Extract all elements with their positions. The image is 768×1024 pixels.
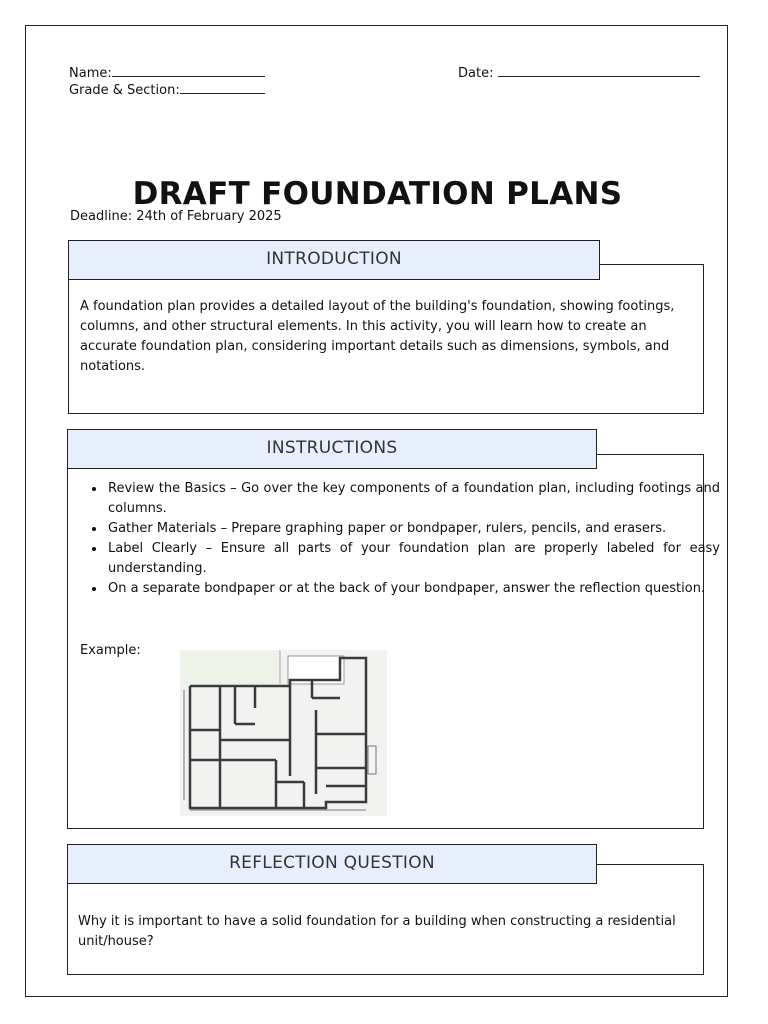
- introduction-heading: INTRODUCTION: [68, 240, 600, 280]
- foundation-plan-example-image: [180, 650, 387, 816]
- instructions-list: [82, 479, 720, 599]
- grade-section-field: [69, 81, 265, 99]
- deadline-text: Deadline: 24th of February 2025: [70, 209, 282, 224]
- date-field: [458, 64, 700, 82]
- worksheet-page: [25, 25, 728, 997]
- name-field: [69, 64, 265, 82]
- grade-section-label: Grade & Section:: [69, 83, 180, 98]
- page-title: DRAFT FOUNDATION PLANS: [132, 176, 623, 212]
- grade-section-blank-line[interactable]: [180, 81, 265, 94]
- introduction-text: A foundation plan provides a detailed layout of the building's foundation, showing footings, columns, and other structural elements. In this activity, you will learn how to create an accurate foundation plan, considering important details such as dimensions, symbols, and notations.: [80, 299, 675, 374]
- reflection-question-text: Why it is important to have a solid foundation for a building when constructing a residential unit/house?: [78, 914, 676, 949]
- instruction-item: • Label Clearly – Ensure all parts of your foundation plan are properly labeled for easy understanding.: [106, 539, 720, 579]
- instruction-item: • Review the Basics – Go over the key components of a foundation plan, including footings and columns.: [106, 479, 720, 519]
- name-label: Name:: [69, 66, 112, 81]
- date-label: Date:: [458, 66, 494, 81]
- instruction-item: • On a separate bondpaper or at the back of your bondpaper, answer the reflection question.: [106, 579, 720, 599]
- example-label: Example:: [80, 643, 141, 658]
- reflection-heading: REFLECTION QUESTION: [67, 844, 597, 884]
- name-blank-line[interactable]: [112, 64, 265, 77]
- instruction-item: • Gather Materials – Prepare graphing paper or bondpaper, rulers, pencils, and erasers.: [106, 519, 720, 539]
- date-blank-line[interactable]: [498, 64, 700, 77]
- instructions-heading: INSTRUCTIONS: [67, 429, 597, 469]
